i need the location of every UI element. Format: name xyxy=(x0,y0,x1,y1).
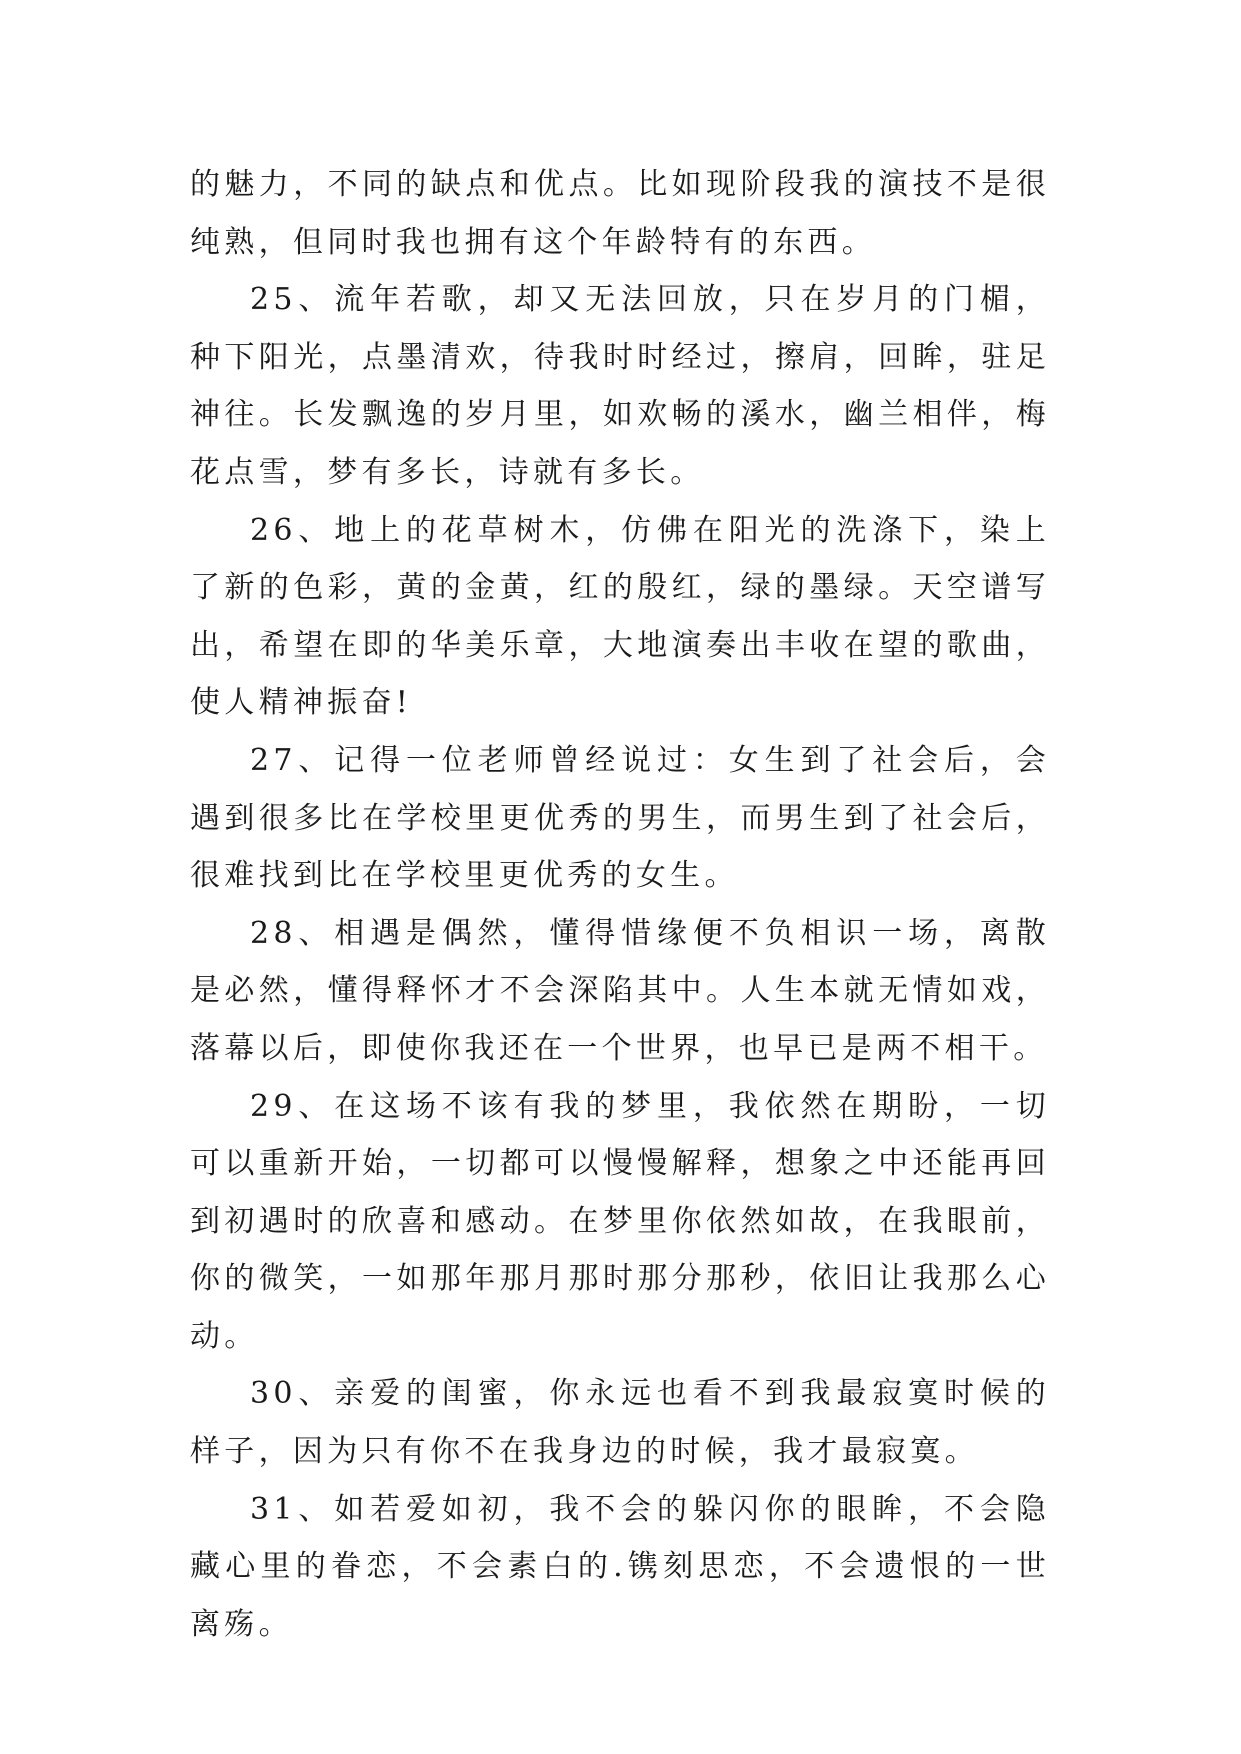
paragraph-item-30: 30、亲爱的闺蜜，你永远也看不到我最寂寞时候的样子，因为只有你不在我身边的时候，我才最寂寞。 xyxy=(190,1376,1050,1470)
paragraph-item-26: 26、地上的花草树木，仿佛在阳光的洗涤下，染上了新的色彩，黄的金黄，红的殷红，绿的墨绿。天空谱写出，希望在即的华美乐章，大地演奏出丰收在望的歌曲，使人精神振奋! xyxy=(190,512,1050,721)
paragraph-item-29: 29、在这场不该有我的梦里，我依然在期盼，一切可以重新开始，一切都可以慢慢解释，想象之中还能再回到初遇时的欣喜和感动。在梦里你依然如故，在我眼前，你的微笑，一如那年那月那时那分那秒，依旧让我那么心动。 xyxy=(190,1088,1050,1354)
paragraph-item-27: 27、记得一位老师曾经说过：女生到了社会后，会遇到很多比在学校里更优秀的男生，而男生到了社会后，很难找到比在学校里更优秀的女生。 xyxy=(190,742,1050,894)
paragraph-item-28: 28、相遇是偶然，懂得惜缘便不负相识一场，离散是必然，懂得释怀才不会深陷其中。人生本就无情如戏，落幕以后，即使你我还在一个世界，也早已是两不相干。 xyxy=(190,915,1050,1066)
paragraph-item-25: 25、流年若歌，却又无法回放，只在岁月的门楣，种下阳光，点墨清欢，待我时时经过，擦肩，回眸，驻足神往。长发飘逸的岁月里，如欢畅的溪水，幽兰相伴，梅花点雪，梦有多长，诗就有多长。 xyxy=(190,282,1050,490)
document-body xyxy=(190,156,1050,1653)
paragraph-continuation: 的魅力，不同的缺点和优点。比如现阶段我的演技不是很纯熟，但同时我也拥有这个年龄特有的东西。 xyxy=(190,167,1050,260)
paragraph-item-31: 31、如若爱如初，我不会的躲闪你的眼眸，不会隐藏心里的眷恋，不会素白的.镌刻思恋，不会遗恨的一世离殇。 xyxy=(190,1491,1050,1642)
